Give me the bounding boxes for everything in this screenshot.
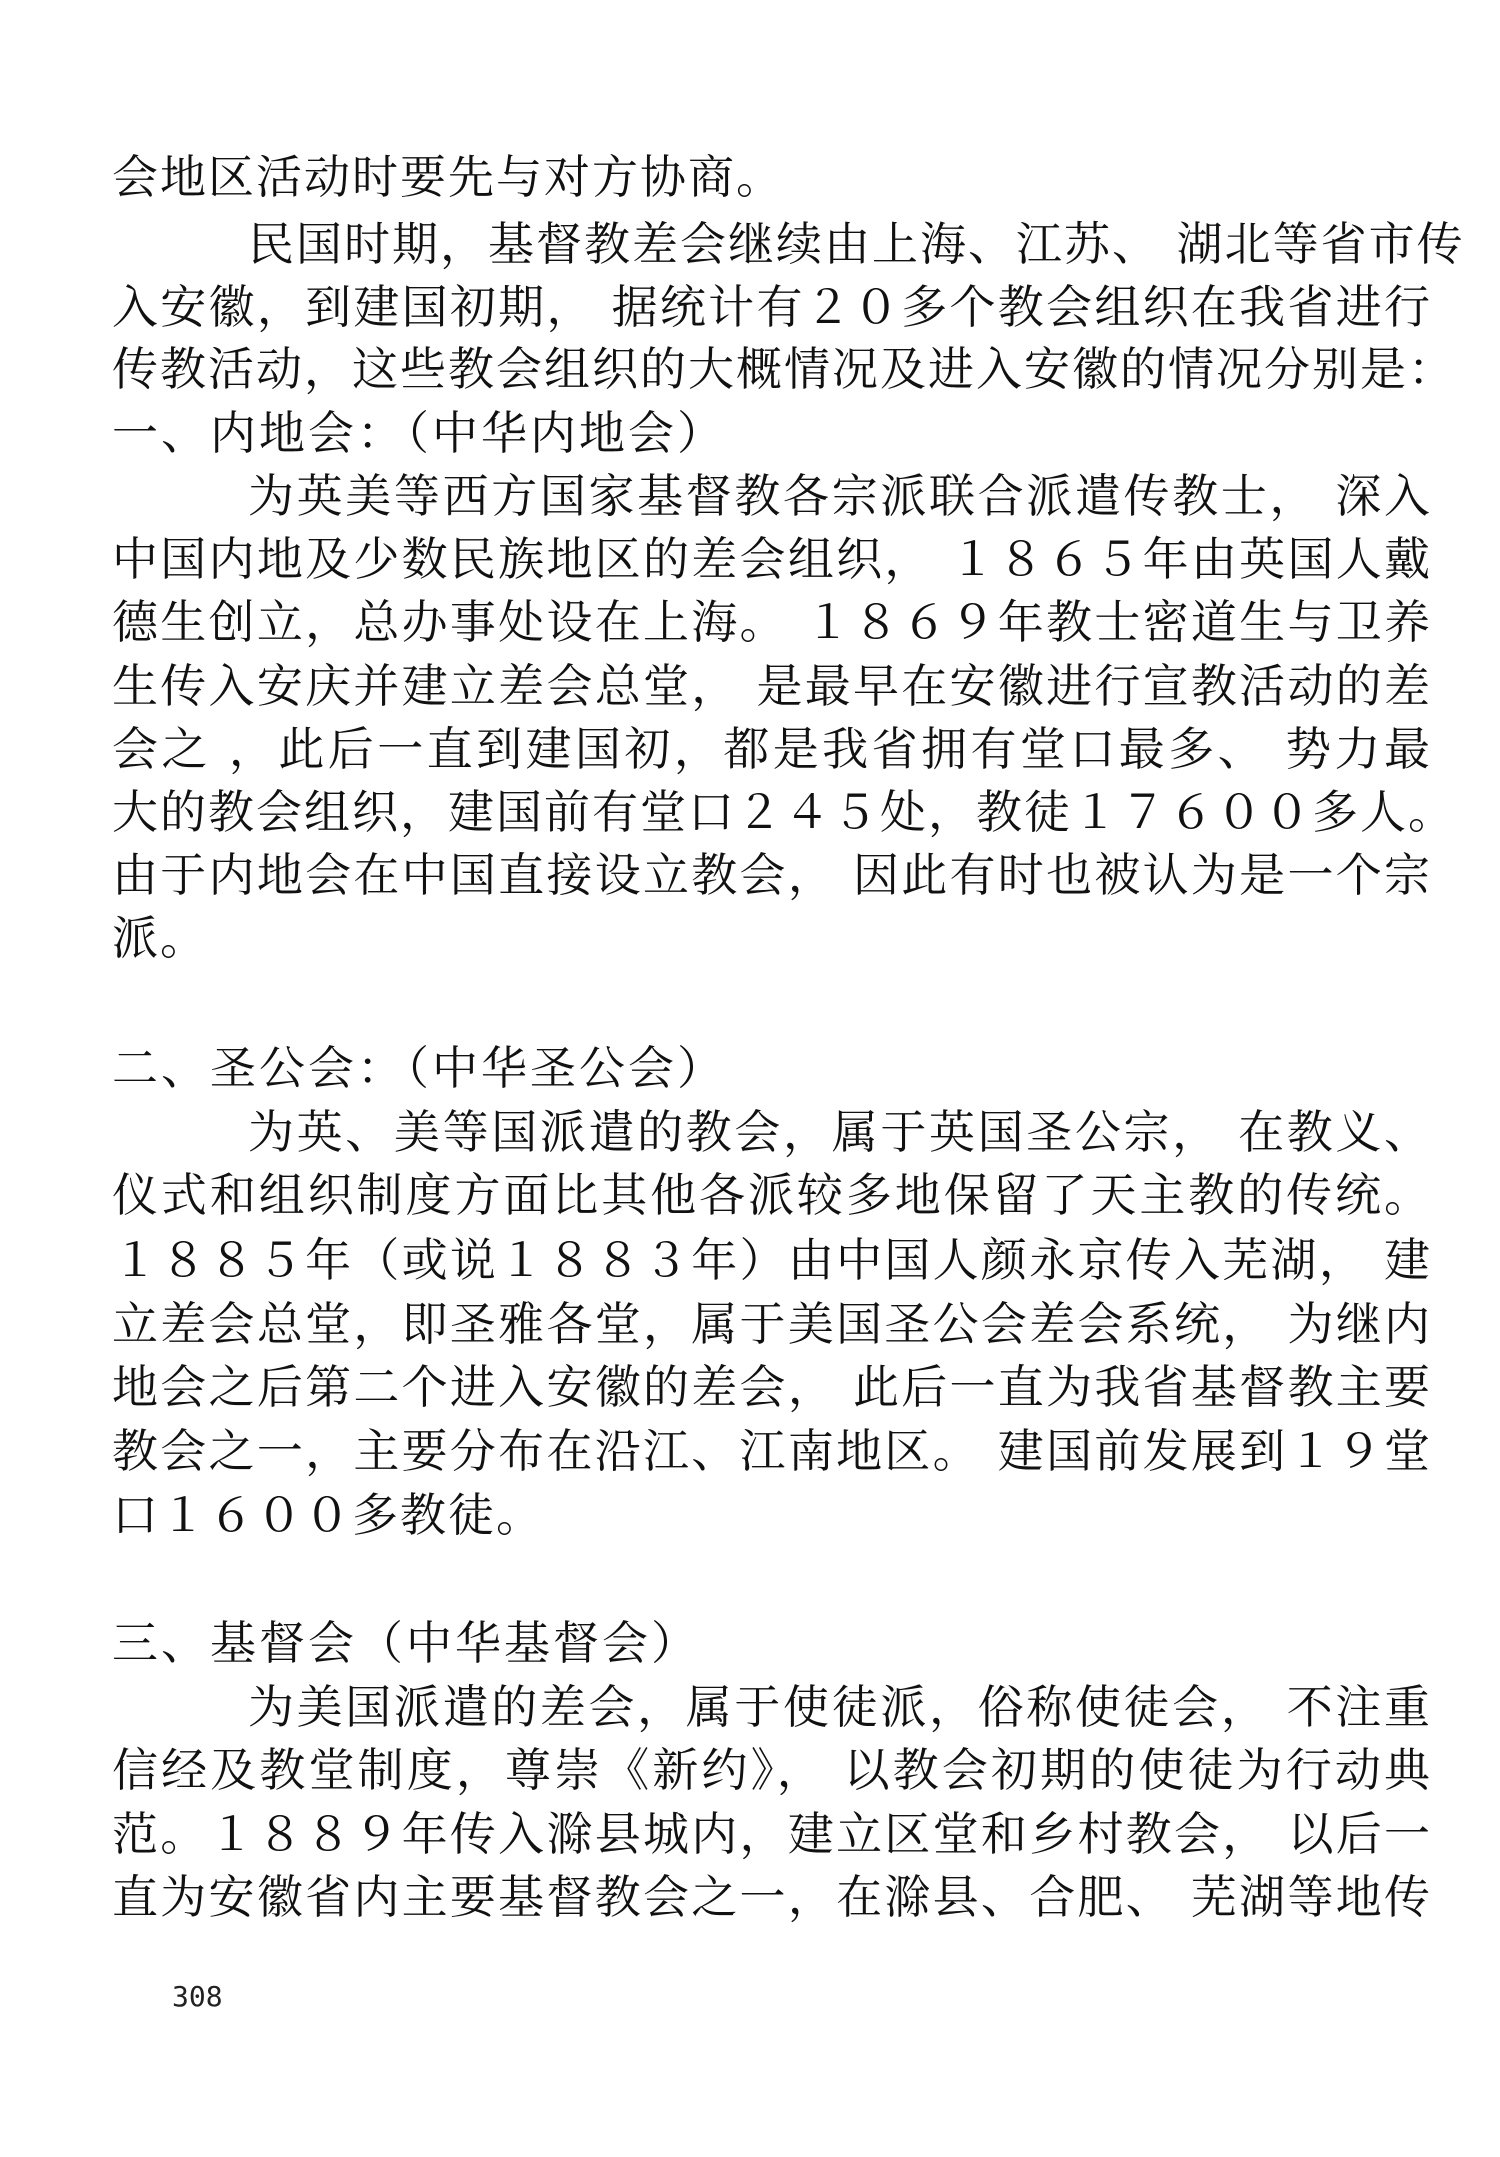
text-line: 派。 bbox=[112, 911, 208, 965]
text-line: 生传入安庆并建立差会总堂， 是最早在安徽进行宣教活动的差 bbox=[112, 659, 1432, 713]
paragraph-first-line: 为英、美等国派遣的教会，属于英国圣公宗， 在教义、 bbox=[248, 1105, 1432, 1159]
text-line: 立差会总堂，即圣雅各堂，属于美国圣公会差会系统， 为继内 bbox=[112, 1297, 1432, 1351]
text-line: 地会之后第二个进入安徽的差会， 此后一直为我省基督教主要 bbox=[112, 1360, 1432, 1414]
page-number: 308 bbox=[172, 1980, 223, 2013]
text-line: 入安徽，到建国初期， 据统计有２０多个教会组织在我省进行 bbox=[112, 280, 1432, 334]
text-line: 范。１８８９年传入滁县城内，建立区堂和乡村教会， 以后一 bbox=[112, 1807, 1432, 1861]
paragraph-first-line: 民国时期，基督教差会继续由上海、江苏、 湖北等省市传 bbox=[248, 217, 1465, 271]
paragraph-first-line: 为英美等西方国家基督教各宗派联合派遣传教士， 深入 bbox=[248, 469, 1432, 523]
text-line: 教会之一，主要分布在沿江、江南地区。 建国前发展到１９堂 bbox=[112, 1424, 1432, 1478]
text-line: 会之 ，此后一直到建国初，都是我省拥有堂口最多、 势力最 bbox=[112, 722, 1432, 776]
text-line: 会地区活动时要先与对方协商。 bbox=[112, 150, 784, 204]
section-heading-jiduhui: 三、基督会（中华基督会） bbox=[112, 1616, 700, 1670]
section-heading-neidihui: 一、内地会：（中华内地会） bbox=[112, 406, 726, 460]
text-line: 中国内地及少数民族地区的差会组织， １８６５年由英国人戴 bbox=[112, 532, 1432, 586]
text-line: 传教活动，这些教会组织的大概情况及进入安徽的情况分别是： bbox=[112, 342, 1456, 396]
text-line: １８８５年（或说１８８３年）由中国人颜永京传入芜湖， 建 bbox=[112, 1233, 1432, 1287]
text-line: 德生创立，总办事处设在上海。 １８６９年教士密道生与卫养 bbox=[112, 595, 1432, 649]
section-heading-shenggonghui: 二、圣公会：（中华圣公会） bbox=[112, 1041, 726, 1095]
text-line: 信经及教堂制度，尊崇《新约》， 以教会初期的使徒为行动典 bbox=[112, 1743, 1432, 1797]
paragraph-first-line: 为美国派遣的差会，属于使徒派，俗称使徒会， 不注重 bbox=[248, 1680, 1432, 1734]
text-line: 仪式和组织制度方面比其他各派较多地保留了天主教的传统。 bbox=[112, 1168, 1432, 1222]
text-line: 由于内地会在中国直接设立教会， 因此有时也被认为是一个宗 bbox=[112, 848, 1432, 902]
text-line: 口１６００多教徒。 bbox=[112, 1488, 544, 1542]
text-line: 直为安徽省内主要基督教会之一，在滁县、合肥、 芜湖等地传 bbox=[112, 1870, 1432, 1924]
text-line: 大的教会组织，建国前有堂口２４５处，教徒１７６００多人。 bbox=[112, 785, 1456, 839]
